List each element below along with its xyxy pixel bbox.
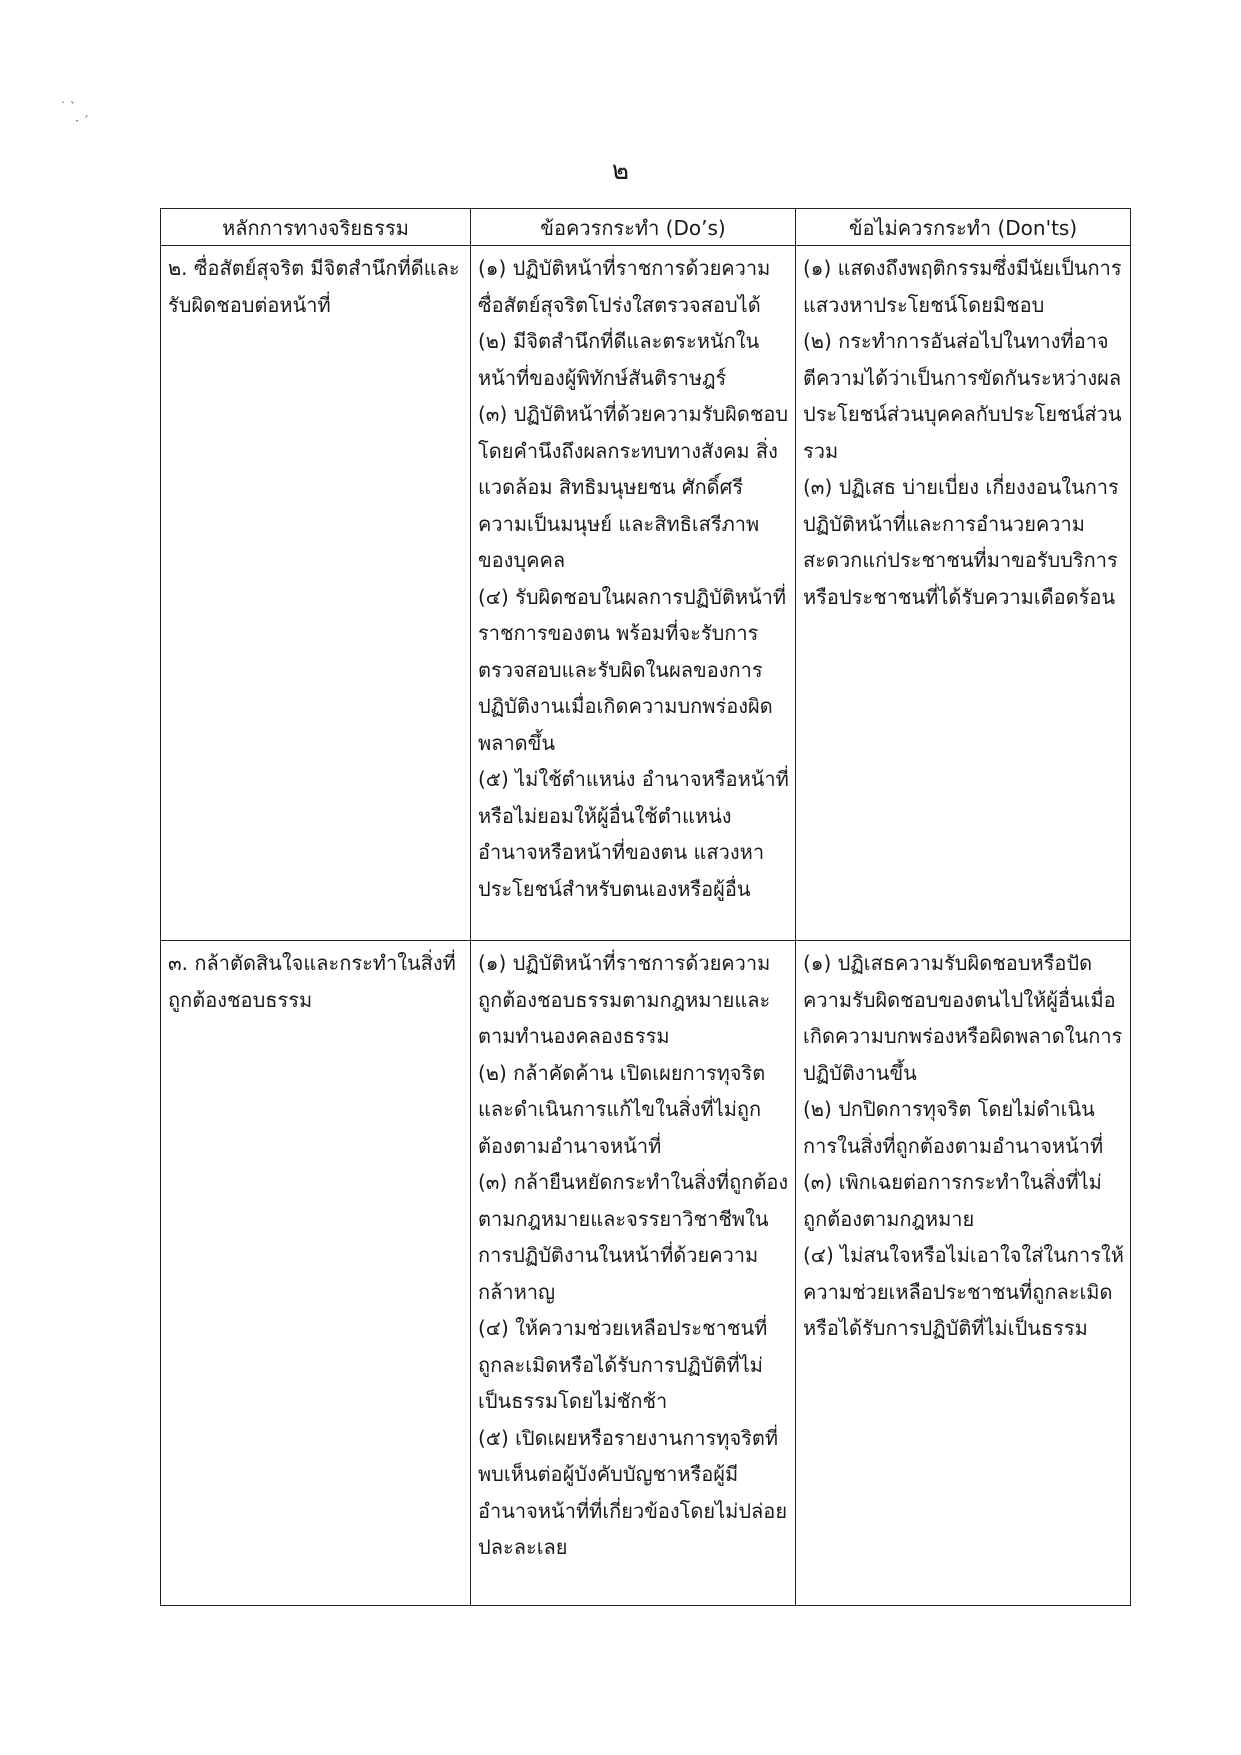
table-row xyxy=(161,941,1131,1606)
dos-item: (๔) ให้ความช่วยเหลือประชาชนที่ถูกละเมิดหรือได้รับการปฏิบัติที่ไม่เป็นธรรมโดยไม่ชักช้า xyxy=(478,1316,768,1413)
table-header-row xyxy=(161,209,1131,246)
donts-item: (๓) เพิกเฉยต่อการกระทำในสิ่งที่ไม่ถูกต้องตามกฎหมาย xyxy=(803,1170,1102,1231)
dos-cell xyxy=(471,941,796,1606)
header-donts: ข้อไม่ควรกระทำ (Don'ts) xyxy=(796,209,1131,246)
ethics-table xyxy=(160,208,1131,1606)
dos-item: (๕) ไม่ใช้ตำแหน่ง อำนาจหรือหน้าที่ หรือไม่ยอมให้ผู้อื่นใช้ตำแหน่ง อำนาจหรือหน้าที่ของตน แสวงหาประโยชน์สำหรับตนเองหรือผู้อื่น xyxy=(478,767,789,901)
donts-cell xyxy=(796,246,1131,941)
donts-item: (๒) กระทำการอันส่อไปในทางที่อาจตีความได้ว่าเป็นการขัดกันระหว่างผลประโยชน์ส่วนบุคคลกับประโยชน์ส่วนรวม xyxy=(803,329,1122,463)
donts-item: (๓) ปฏิเสธ บ่ายเบี่ยง เกี่ยงงอนในการปฏิบัติหน้าที่และการอำนวยความสะดวกแก่ประชาชนที่มาขอรับบริการ หรือประชาชนที่ได้รับความเดือดร้อน xyxy=(803,475,1119,609)
principle-text: ๒. ซื่อสัตย์สุจริต มีจิตสำนึกที่ดีและรับผิดชอบต่อหน้าที่ xyxy=(168,256,460,317)
donts-item: (๔) ไม่สนใจหรือไม่เอาใจใส่ในการให้ความช่วยเหลือประชาชนที่ถูกละเมิดหรือได้รับการปฏิบัติที่ไม่เป็นธรรม xyxy=(803,1243,1124,1340)
dos-item: (๑) ปฏิบัติหน้าที่ราชการด้วยความซื่อสัตย์สุจริตโปร่งใสตรวจสอบได้ xyxy=(478,256,771,317)
donts-cell xyxy=(796,941,1131,1606)
header-dos: ข้อควรกระทำ (Do’s) xyxy=(471,209,796,246)
scan-specks: ˙ ˋ · ˊ xyxy=(60,100,89,128)
dos-item: (๔) รับผิดชอบในผลการปฏิบัติหน้าที่ราชการของตน พร้อมที่จะรับการตรวจสอบและรับผิดในผลของการปฏิบัติงานเมื่อเกิดความบกพร่องผิดพลาดขึ้น xyxy=(478,584,787,755)
dos-item: (๕) เปิดเผยหรือรายงานการทุจริตที่พบเห็นต่อผู้บังคับบัญชาหรือผู้มีอำนาจหน้าที่ที่เกี่ยวข้องโดยไม่ปล่อยปละละเลย xyxy=(478,1425,788,1559)
dos-item: (๓) ปฏิบัติหน้าที่ด้วยความรับผิดชอบโดยคำนึงถึงผลกระทบทางสังคม สิ่งแวดล้อม สิทธิมนุษยชน ศักดิ์ศรีความเป็นมนุษย์ และสิทธิเสรีภาพของบุคคล xyxy=(478,402,789,572)
donts-item: (๑) ปฏิเสธความรับผิดชอบหรือปัดความรับผิดชอบของตนไปให้ผู้อื่นเมื่อเกิดความบกพร่องหรือผิดพลาดในการปฏิบัติงานขึ้น xyxy=(803,951,1123,1085)
dos-item: (๑) ปฏิบัติหน้าที่ราชการด้วยความถูกต้องชอบธรรมตามกฎหมายและตามทำนองคลองธรรม xyxy=(478,951,771,1048)
principle-cell xyxy=(161,941,471,1606)
table-row xyxy=(161,246,1131,941)
principle-text: ๓. กล้าตัดสินใจและกระทำในสิ่งที่ถูกต้องชอบธรรม xyxy=(168,951,456,1012)
page-number: ๒ xyxy=(611,156,630,186)
dos-item: (๒) มีจิตสำนึกที่ดีและตระหนักในหน้าที่ของผู้พิทักษ์สันติราษฎร์ xyxy=(478,329,760,390)
donts-item: (๑) แสดงถึงพฤติกรรมซึ่งมีนัยเป็นการแสวงหาประโยชน์โดยมิชอบ xyxy=(803,256,1122,317)
donts-item: (๒) ปกปิดการทุจริต โดยไม่ดำเนินการในสิ่งที่ถูกต้องตามอำนาจหน้าที่ xyxy=(803,1097,1104,1158)
dos-item: (๒) กล้าคัดค้าน เปิดเผยการทุจริตและดำเนินการแก้ไขในสิ่งที่ไม่ถูกต้องตามอำนาจหน้าที่ xyxy=(478,1060,766,1158)
header-principle: หลักการทางจริยธรรม xyxy=(161,209,471,246)
dos-cell xyxy=(471,246,796,941)
dos-item: (๓) กล้ายืนหยัดกระทำในสิ่งที่ถูกต้องตามกฎหมายและจรรยาวิชาชีพในการปฏิบัติงานในหน้าที่ด้วยความกล้าหาญ xyxy=(478,1170,789,1304)
principle-cell xyxy=(161,246,471,941)
